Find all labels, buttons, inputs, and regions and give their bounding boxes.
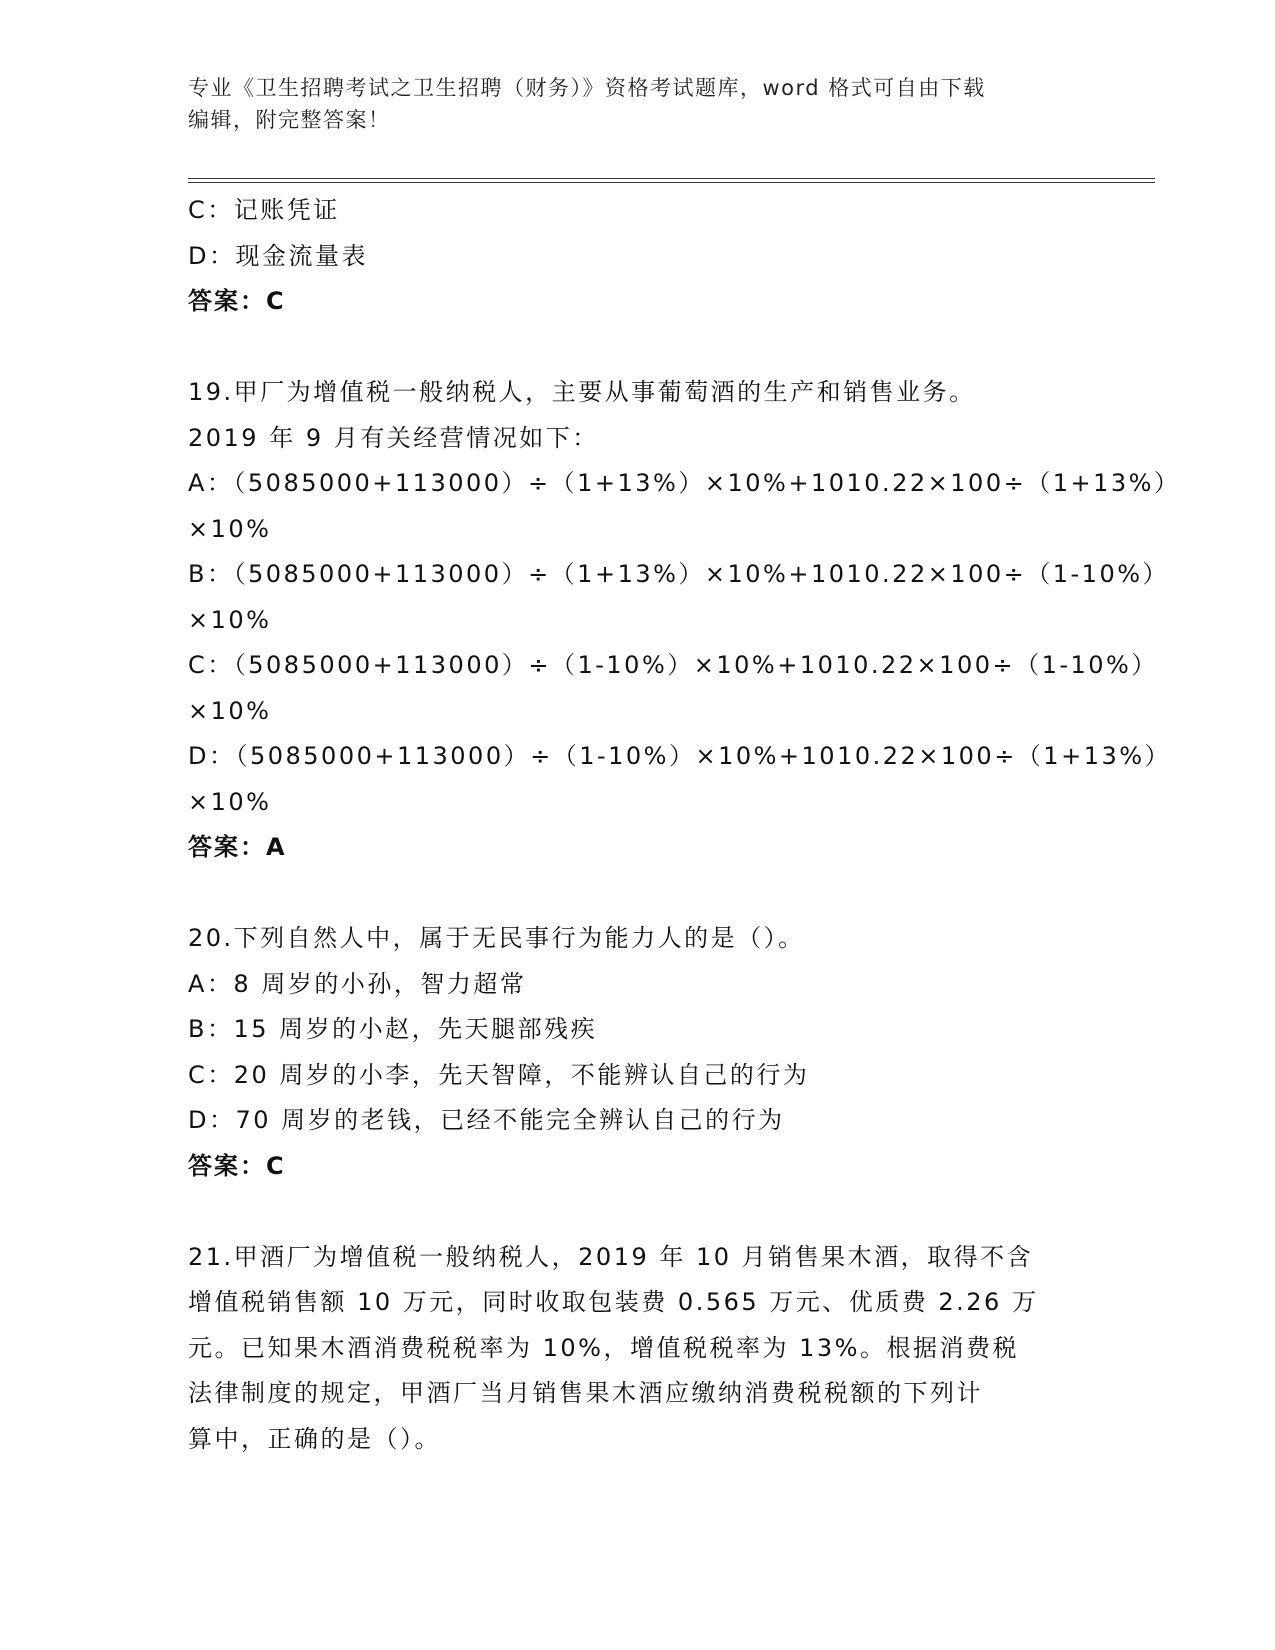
q20-option-d: D：70 周岁的老钱，已经不能完全辨认自己的行为 (188, 1106, 785, 1134)
q21-stem-line-4: 法律制度的规定，甲酒厂当月销售果木酒应缴纳消费税税额的下列计 (188, 1379, 983, 1407)
page-header (188, 72, 1088, 136)
q20-option-a: A：8 周岁的小孙，智力超常 (188, 969, 527, 998)
q19-option-a-line-2: ×10% (188, 514, 272, 543)
q21-stem-line-3: 元。已知果木酒消费税税率为 10%，增值税税率为 13%。根据消费税 (188, 1333, 1019, 1362)
q19-option-b-line-2: ×10% (188, 605, 272, 634)
question-19 (188, 370, 1181, 871)
q19-stem-line-1: 19.甲厂为增值税一般纳税人，主要从事葡萄酒的生产和销售业务。 (188, 378, 976, 406)
question-21 (188, 1235, 1088, 1463)
question-18-tail (188, 188, 1088, 325)
q20-stem: 20.下列自然人中，属于无民事行为能力人的是（）。 (188, 924, 805, 952)
q19-option-c-line-2: ×10% (188, 696, 272, 725)
q19-answer: 答案：A (188, 833, 287, 861)
question-20 (188, 916, 1088, 1189)
header-rule-bottom (188, 182, 1155, 183)
spacer (188, 871, 1088, 917)
q19-option-d-line-2: ×10% (188, 787, 272, 816)
header-rule-top (188, 178, 1155, 179)
q19-option-d-line-1: D：（5085000+113000）÷（1-10%）×10%+1010.22×100÷（1+13%） (188, 742, 1172, 770)
spacer (188, 1189, 1088, 1235)
spacer (188, 325, 1088, 371)
q20-option-c: C：20 周岁的小李，先天智障，不能辨认自己的行为 (188, 1060, 810, 1089)
q21-stem-line-2: 增值税销售额 10 万元，同时收取包装费 0.565 万元、优质费 2.26 万 (188, 1288, 1039, 1316)
q19-option-a-line-1: A：（5085000+113000）÷（1+13%）×10%+1010.22×100÷（1+13%） (188, 469, 1181, 497)
q21-stem-line-1: 21.甲酒厂为增值税一般纳税人，2019 年 10 月销售果木酒，取得不含 (188, 1242, 1034, 1271)
q18-answer: 答案：C (188, 287, 286, 315)
header-line-2: 编辑，附完整答案！ (188, 108, 391, 132)
q19-option-c-line-1: C：（5085000+113000）÷（1-10%）×10%+1010.22×100÷（1-10%） (188, 651, 1158, 679)
q20-answer: 答案：C (188, 1151, 286, 1180)
q18-option-c: C：记账凭证 (188, 196, 340, 224)
q20-option-b: B：15 周岁的小赵，先天腿部残疾 (188, 1015, 598, 1043)
q18-option-d: D：现金流量表 (188, 241, 368, 270)
header-line-1: 专业《卫生招聘考试之卫生招聘（财务）》资格考试题库，word 格式可自由下载 (188, 76, 986, 100)
q19-stem-line-2: 2019 年 9 月有关经营情况如下： (188, 423, 599, 452)
question-content (188, 188, 1181, 1462)
q21-stem-line-5: 算中，正确的是（）。 (188, 1424, 441, 1453)
q19-option-b-line-1: B：（5085000+113000）÷（1+13%）×10%+1010.22×100÷（1-10%） (188, 560, 1170, 588)
